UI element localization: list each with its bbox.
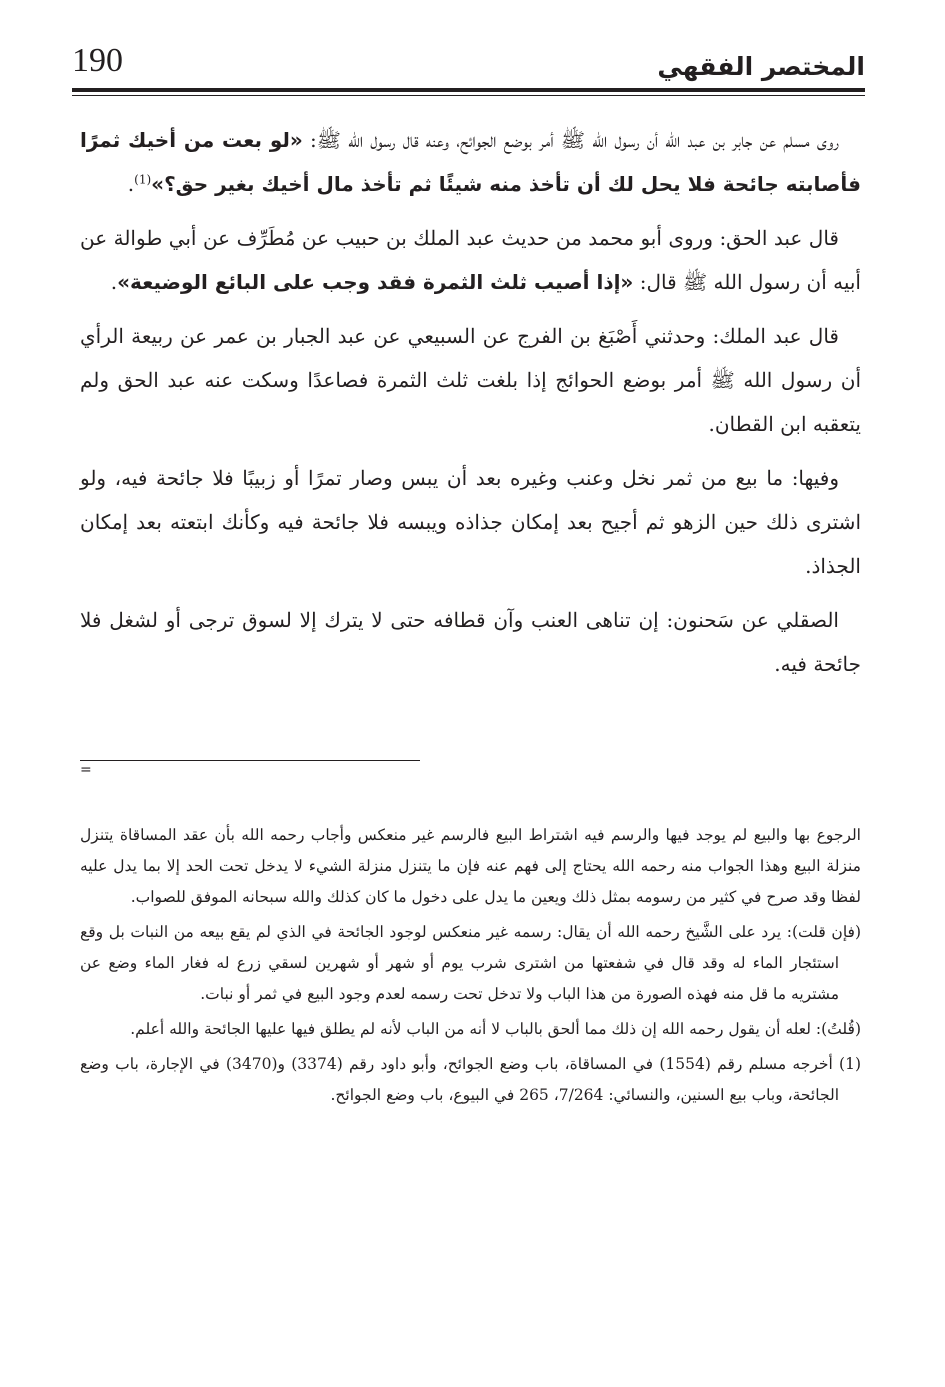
footnotes bbox=[80, 820, 861, 1115]
page-header bbox=[72, 40, 865, 92]
hadith-quote: «إذا أصيب ثلث الثمرة فقد وجب على البائع الوضيعة» bbox=[117, 270, 634, 294]
footnote-continuation-mark: = bbox=[80, 762, 92, 778]
footnote-separator bbox=[80, 760, 420, 761]
running-title: المختصر الفقهي bbox=[657, 52, 865, 81]
header-rule-thick bbox=[72, 88, 865, 92]
footnote-reply: (قُلتُ): لعله أن يقول رحمه الله إن ذلك مما ألحق بالباب لا أنه من الباب لأنه لم يطلق فيها عليها الجائحة والله أعلم. bbox=[130, 1020, 861, 1038]
paragraph-end: . bbox=[110, 270, 118, 294]
footnote-reference: (1) bbox=[134, 172, 152, 187]
paragraph-saqali: الصقلي عن سَحنون: إن تناهى العنب وآن قطافه حتى لا يترك إلا لسوق ترجى أو لشغل فلا جائحة فيه. bbox=[80, 608, 861, 676]
footnote-objection: (فإن قلت): يرد على الشَّيخ رحمه الله أن يقال: رسمه غير منعكس لوجود الجائحة في الذي لم يقع بيعه من النبات بل وقع استئجار الماء له وقد قال في شفعتها من اشترى شرب يوم أو شهر أو شهرين لسقي زرع له فغار الماء وضع عن مشتريه ما قل منه فهذه الصورة من هذا الباب ولا تدخل تحت رسمه لعدم وجود البيع في ثمر أو نبات. bbox=[80, 923, 861, 1003]
footnote-1: (1) أخرجه مسلم رقم (1554) في المساقاة، باب وضع الجوائح، وأبو داود رقم (3374) و(3470) في الإجارة، باب وضع الجائحة، وباب بيع السنين، والنسائي: 7/264، 265 في البيوع، باب وضع الجوائح. bbox=[80, 1055, 861, 1104]
paragraph-wa-fiha: وفيها: ما بيع من ثمر نخل وعنب وغيره بعد أن يبس وصار تمرًا أو زبيبًا فلا جائحة فيه، ولو اشترى ذلك حين الزهو ثم أجيح بعد إمكان جذاذه ويبسه فلا جائحة فيه وكأنك ابتعته بعد إمكان الجذاذ. bbox=[80, 466, 861, 578]
paragraph-text: روى مسلم عن جابر بن عبد الله أن رسول الله ﷺ أمر بوضع الجوائح، وعنه قال رسول الله ﷺ: bbox=[302, 128, 839, 152]
paragraph-abd-al-malik: قال عبد الملك: وحدثني أَصْبَغ بن الفرج عن السبيعي عن عبد الجبار بن عمر عن ربيعة الرأي أن رسول الله ﷺ أمر بوضع الحوائج إذا بلغت ثلث الثمرة فصاعدًا وسكت عنه عبد الحق ولم يتعقبه ابن القطان. bbox=[80, 324, 861, 436]
main-text bbox=[80, 118, 861, 696]
paragraph-abd-al-haqq bbox=[80, 216, 861, 304]
paragraph-text: قال عبد الحق: وروى أبو محمد من حديث عبد الملك بن حبيب عن مُطَرِّف عن أبي طوالة عن أبيه أن رسول الله ﷺ قال: bbox=[80, 226, 861, 294]
hadith-quote: «لو بعت من أخيك ثمرًا فأصابته جائحة فلا يحل لك أن تأخذ منه شيئًا ثم تأخذ مال أخيك بغير حق؟» bbox=[80, 128, 861, 196]
paragraph-hadith-jabir bbox=[80, 118, 861, 206]
paragraph-end: . bbox=[127, 172, 135, 196]
footnote-continued: الرجوع بها والبيع لم يوجد فيها والرسم فيه اشتراط البيع فالرسم غير منعكس وأجاب رحمه الله بأن عقد المساقاة يتنزل منزلة البيع وهذا الجواب منه رحمه الله يحتاج إلى فهم عنه فإن ما يتنزل منزلة الشيء لا يدخل تحت الحد إلا بما يدل عليه لفظا وقد صرح في كثير من رسومه بمثل ذلك ويعين ما يدل على دخول ما كان كذلك والله سبحانه الموفق للصواب. bbox=[80, 826, 861, 906]
page-number: 190 bbox=[72, 42, 123, 79]
header-rule-thin bbox=[72, 95, 865, 96]
